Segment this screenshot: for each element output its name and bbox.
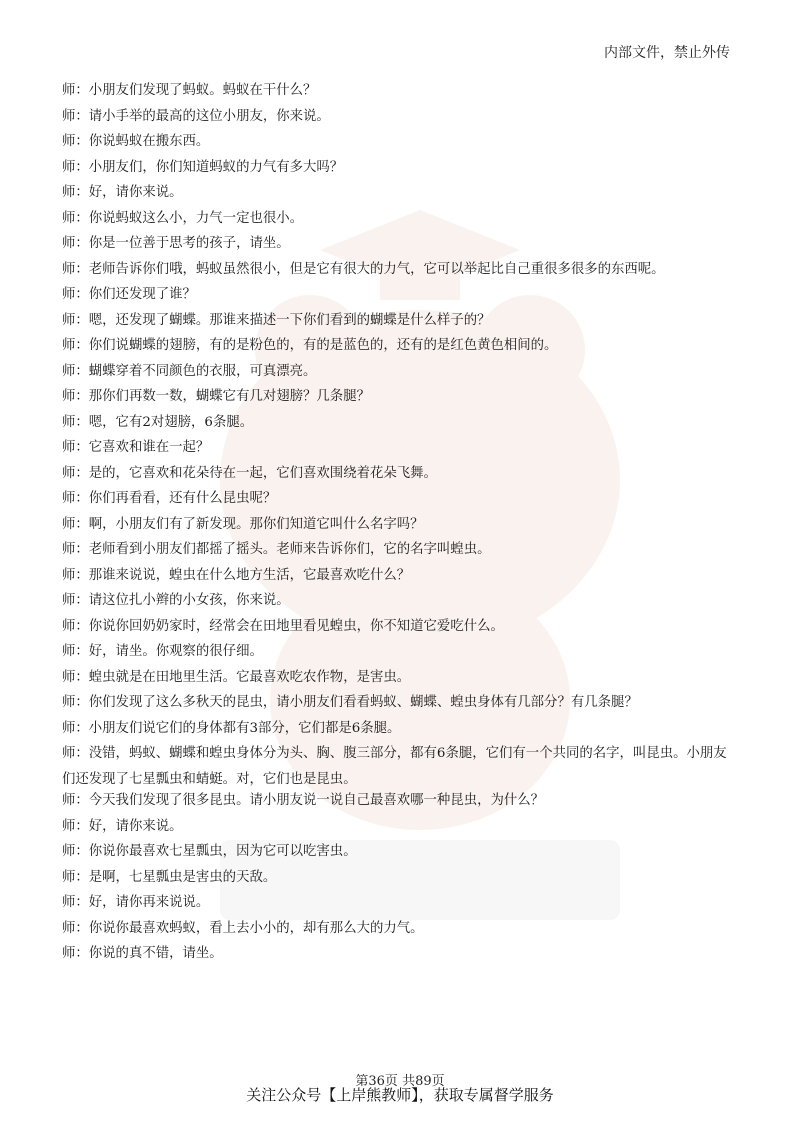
transcript-line: 师：你说蚂蚁在搬东西。 bbox=[62, 134, 210, 149]
transcript-line: 师：没错，蚂蚁、蝴蝶和蝗虫身体分为头、胸、腹三部分，都有6条腿，它们有一个共同的名字，叫昆虫。小朋友们还发现了七星瓢虫和蜻蜓。对，它们也是昆虫。 bbox=[62, 746, 727, 787]
transcript-line: 师：那谁来说说，蝗虫在什么地方生活，它最喜欢吃什么？ bbox=[62, 567, 411, 583]
transcript-line: 师：小朋友们发现了蚂蚁。蚂蚁在干什么？ bbox=[62, 83, 317, 98]
transcript-line: 师：好，请你再来说说。 bbox=[62, 895, 210, 910]
page-number: 第36页 共89页 bbox=[355, 1074, 445, 1089]
transcript-line: 师：好，请坐。你观察的很仔细。 bbox=[62, 644, 263, 659]
transcript-line: 师：你们再看看，还有什么昆虫呢？ bbox=[62, 491, 277, 506]
transcript-line: 师：你说的真不错，请坐。 bbox=[62, 946, 223, 961]
transcript-line: 师：你说蚂蚁这么小，力气一定也很小。 bbox=[62, 210, 304, 226]
transcript-line: 师：你说你最喜欢蚂蚁，看上去小小的，却有那么大的力气。 bbox=[62, 920, 424, 936]
transcript-line: 师：你说你最喜欢七星瓢虫，因为它可以吃害虫。 bbox=[62, 844, 357, 859]
transcript-line: 师：你们发现了这么多秋天的昆虫，请小朋友们看看蚂蚁、蝴蝶、蝗虫身体有几部分？有几条腿？ bbox=[62, 695, 638, 710]
internal-notice: 内部文件，禁止外传 bbox=[604, 45, 730, 61]
transcript-line: 师：老师告诉你们哦，蚂蚁虽然很小，但是它有很大的力气，它可以举起比自己重很多很多的东西呢。 bbox=[62, 261, 665, 277]
transcript-line: 师：嗯，它有2对翅膀，6条腿。 bbox=[62, 414, 254, 430]
transcript-line: 师：它喜欢和谁在一起？ bbox=[62, 440, 210, 455]
transcript-line: 师：蝗虫就是在田地里生活。它最喜欢吃农作物，是害虫。 bbox=[62, 669, 411, 685]
transcript-body bbox=[62, 82, 738, 971]
transcript-line: 师：那你们再数一数，蝴蝶它有几对翅膀？几条腿？ bbox=[62, 389, 370, 404]
transcript-line: 师：好，请你来说。 bbox=[62, 185, 183, 200]
transcript-line: 师：是的，它喜欢和花朵待在一起，它们喜欢围绕着花朵飞舞。 bbox=[62, 465, 437, 481]
transcript-line: 师：啊，小朋友们有了新发现。那你们知道它叫什么名字吗？ bbox=[62, 516, 424, 532]
transcript-line: 师：请这位扎小辫的小女孩，你来说。 bbox=[62, 593, 290, 608]
transcript-line: 师：是啊，七星瓢虫是害虫的天敌。 bbox=[62, 869, 277, 885]
transcript-line: 师：好，请你来说。 bbox=[62, 818, 183, 834]
transcript-line: 师：你是一位善于思考的孩子，请坐。 bbox=[62, 236, 290, 251]
transcript-line: 师：小朋友们，你们知道蚂蚁的力气有多大吗？ bbox=[62, 159, 344, 175]
transcript-line: 师：小朋友们说它们的身体都有3部分，它们都是6条腿。 bbox=[62, 720, 401, 736]
promo-footer: 关注公众号【上岸熊教师】，获取专属督学服务 bbox=[246, 1086, 554, 1104]
transcript-line: 师：今天我们发现了很多昆虫。请小朋友说一说自己最喜欢哪一种昆虫，为什么？ bbox=[62, 793, 545, 808]
transcript-line: 师：你说你回奶奶家时，经常会在田地里看见蝗虫，你不知道它爱吃什么。 bbox=[62, 618, 504, 634]
transcript-line: 师：嗯，还发现了蝴蝶。那谁来描述一下你们看到的蝴蝶是什么样子的？ bbox=[62, 312, 491, 328]
transcript-line: 师：你们说蝴蝶的翅膀，有的是粉色的，有的是蓝色的，还有的是红色黄色相间的。 bbox=[62, 338, 558, 353]
transcript-line: 师：请小手举的最高的这位小朋友，你来说。 bbox=[62, 108, 330, 124]
transcript-line: 师：老师看到小朋友们都摇了摇头。老师来告诉你们，它的名字叫蝗虫。 bbox=[62, 542, 491, 557]
transcript-line: 师：你们还发现了谁？ bbox=[62, 287, 196, 302]
transcript-line: 师：蝴蝶穿着不同颜色的衣服，可真漂亮。 bbox=[62, 363, 317, 379]
